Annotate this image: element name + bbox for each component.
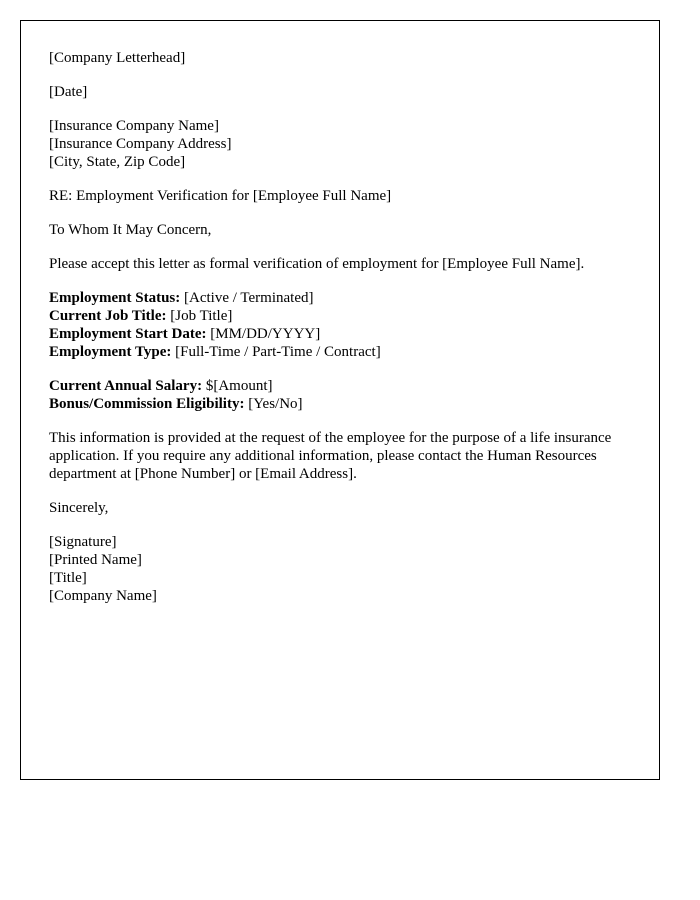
signature-placeholder: [Signature] xyxy=(49,534,117,550)
company-letterhead: [Company Letterhead] xyxy=(49,50,186,66)
annual-salary-row xyxy=(49,377,631,395)
annual-salary-value: $[Amount] xyxy=(202,378,273,394)
recipient-street-address: [Insurance Company Address] xyxy=(49,136,232,152)
salutation-block xyxy=(49,221,631,239)
start-date-value: [MM/DD/YYYY] xyxy=(206,326,321,342)
letterhead-block xyxy=(49,49,631,67)
job-title-value: [Job Title] xyxy=(166,308,233,324)
closing-block xyxy=(49,499,631,517)
start-date-label: Employment Start Date: xyxy=(49,326,207,342)
employment-type-row xyxy=(49,343,631,361)
bonus-eligibility-label: Bonus/Commission Eligibility: xyxy=(49,396,245,412)
employment-type-value: [Full-Time / Part-Time / Contract] xyxy=(171,344,381,360)
signer-company: [Company Name] xyxy=(49,588,157,604)
employment-status-label: Employment Status: xyxy=(49,290,181,306)
printed-name: [Printed Name] xyxy=(49,552,142,568)
signer-title: [Title] xyxy=(49,570,87,586)
signature-block xyxy=(49,533,631,605)
job-title-row xyxy=(49,307,631,325)
bonus-eligibility-value: [Yes/No] xyxy=(244,396,303,412)
employment-status-row xyxy=(49,289,631,307)
closing: Sincerely, xyxy=(49,500,109,516)
employment-details xyxy=(49,289,631,361)
employment-type-label: Employment Type: xyxy=(49,344,172,360)
bonus-eligibility-row xyxy=(49,395,631,413)
compensation-details xyxy=(49,377,631,413)
subject-line: RE: Employment Verification for [Employee Full Name] xyxy=(49,188,392,204)
recipient-address xyxy=(49,117,631,171)
date-block xyxy=(49,83,631,101)
subject-block xyxy=(49,187,631,205)
body-paragraph: This information is provided at the request of the employee for the purpose of a life insurance application. If you require any additional information, please contact the Human Resources department at [Phone Number] or [Email Address]. xyxy=(49,430,612,482)
letter-date: [Date] xyxy=(49,84,88,100)
job-title-label: Current Job Title: xyxy=(49,308,167,324)
intro-paragraph: Please accept this letter as formal verification of employment for [Employee Full Name]. xyxy=(49,256,585,272)
annual-salary-label: Current Annual Salary: xyxy=(49,378,203,394)
employment-status-value: [Active / Terminated] xyxy=(180,290,314,306)
recipient-city-state-zip: [City, State, Zip Code] xyxy=(49,154,186,170)
salutation: To Whom It May Concern, xyxy=(49,222,212,238)
letter-page xyxy=(20,20,660,780)
start-date-row xyxy=(49,325,631,343)
recipient-name: [Insurance Company Name] xyxy=(49,118,219,134)
